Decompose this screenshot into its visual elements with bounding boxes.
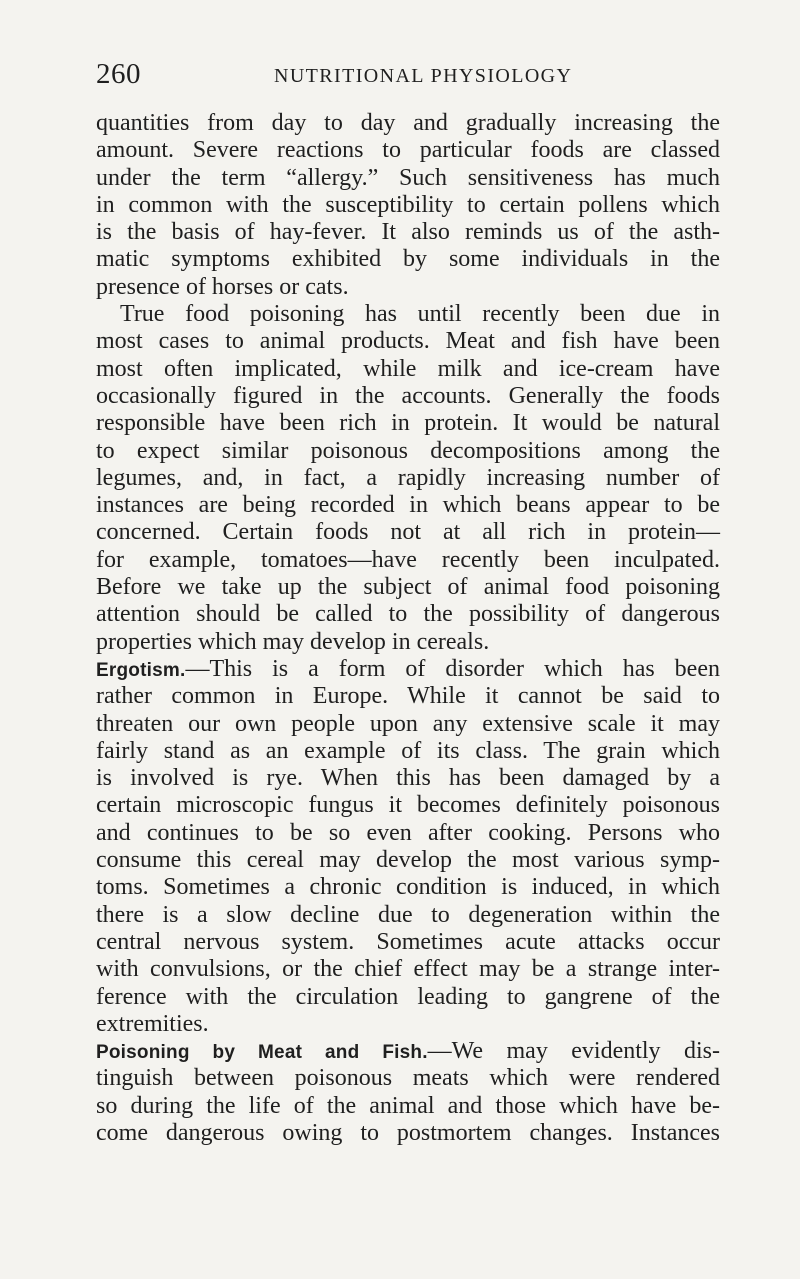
text-line: central nervous system. Sometimes acute attacks occur (96, 928, 720, 955)
section-heading-ergotism: Ergotism. (96, 659, 186, 681)
section-heading-meat-fish: Poisoning by Meat and Fish. (96, 1042, 428, 1064)
text-line-with-heading (96, 1038, 720, 1065)
text-line: threaten our own people upon any extensive scale it may (96, 710, 720, 737)
text-line: most often implicated, while milk and ice-cream have (96, 355, 720, 382)
text-line: attention should be called to the possibility of dangerous (96, 601, 720, 628)
page-number: 260 (96, 58, 141, 90)
text-line: consume this cereal may develop the most various symp- (96, 847, 720, 874)
running-title: NUTRITIONAL PHYSIOLOGY (274, 65, 573, 87)
text-line: amount. Severe reactions to particular foods are classed (96, 137, 720, 164)
text-line: in common with the susceptibility to certain pollens which (96, 191, 720, 218)
paragraph-food-poisoning (96, 301, 720, 656)
text-line: most cases to animal products. Meat and fish have been (96, 328, 720, 355)
text-line: occasionally figured in the accounts. Generally the foods (96, 382, 720, 409)
text-line: with convulsions, or the chief effect may be a strange inter- (96, 956, 720, 983)
heading-line-rest: —We may evidently dis- (427, 1038, 720, 1065)
text-line: responsible have been rich in protein. It would be natural (96, 410, 720, 437)
text-line: is involved is rye. When this has been damaged by a (96, 765, 720, 792)
text-line: Before we take up the subject of animal food poisoning (96, 574, 720, 601)
text-line: matic symptoms exhibited by some individuals in the (96, 246, 720, 273)
text-line: for example, tomatoes—have recently been inculpated. (96, 546, 720, 573)
text-line: so during the life of the animal and those which have be- (96, 1092, 720, 1119)
text-line: to expect similar poisonous decompositions among the (96, 437, 720, 464)
text-line: properties which may develop in cereals. (96, 628, 490, 655)
text-line: rather common in Europe. While it cannot be said to (96, 683, 720, 710)
paragraph-meat-fish (96, 1038, 720, 1147)
heading-line-rest: —This is a form of disorder which has been (185, 655, 720, 682)
text-line: ference with the circulation leading to gangrene of the (96, 983, 720, 1010)
text-line: and continues to be so even after cooking. Persons who (96, 819, 720, 846)
text-line: is the basis of hay-fever. It also reminds us of the asth- (96, 219, 720, 246)
text-line: presence of horses or cats. (96, 273, 349, 300)
text-line: tinguish between poisonous meats which were rendered (96, 1065, 720, 1092)
paragraph-ergotism (96, 656, 720, 1038)
text-line: fairly stand as an example of its class. The grain which (96, 737, 720, 764)
paragraph-allergy (96, 110, 720, 301)
text-line: certain microscopic fungus it becomes definitely poisonous (96, 792, 720, 819)
text-line: quantities from day to day and gradually increasing the (96, 110, 720, 136)
text-line: True food poisoning has until recently been due in (120, 301, 720, 328)
text-line: toms. Sometimes a chronic condition is induced, in which (96, 874, 720, 901)
body-text (96, 110, 720, 1210)
text-line: concerned. Certain foods not at all rich in protein— (96, 519, 720, 546)
text-line: under the term “allergy.” Such sensitiveness has much (96, 164, 720, 191)
text-line: instances are being recorded in which beans appear to be (96, 492, 720, 519)
running-head (96, 56, 716, 92)
text-line: legumes, and, in fact, a rapidly increasing number of (96, 464, 720, 491)
text-line: come dangerous owing to postmortem changes. Instances (96, 1119, 720, 1146)
text-line: extremities. (96, 1010, 209, 1037)
text-line: there is a slow decline due to degeneration within the (96, 901, 720, 928)
text-line-with-heading (96, 656, 720, 683)
